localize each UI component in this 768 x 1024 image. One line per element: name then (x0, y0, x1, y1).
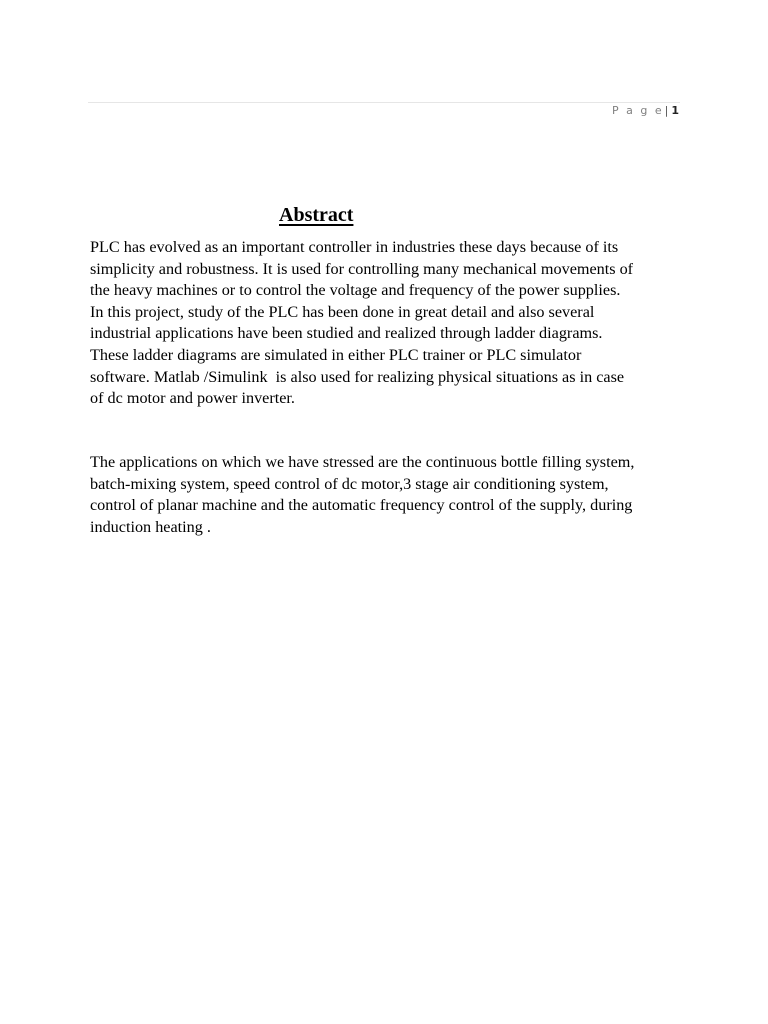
abstract-paragraph-1 (90, 237, 690, 410)
paragraph-line: simplicity and robustness. It is used for controlling many mechanical movements of (90, 259, 634, 278)
paragraph-line: of dc motor and power inverter. (90, 389, 295, 408)
page-number: 1 (671, 104, 679, 117)
abstract-paragraph-2 (90, 452, 690, 538)
page-title: Abstract (279, 204, 354, 226)
paragraph-line: the heavy machines or to control the voltage and frequency of the power supplies. (90, 281, 621, 300)
page-label: P a g e (612, 104, 664, 117)
paragraph-line: control of planar machine and the automatic frequency control of the supply, during (90, 496, 633, 515)
page-separator: | (664, 104, 669, 117)
paragraph-line: In this project, study of the PLC has been done in great detail and also several (90, 302, 595, 321)
paragraph-line: These ladder diagrams are simulated in either PLC trainer or PLC simulator (90, 345, 582, 364)
paragraph-line: industrial applications have been studied and realized through ladder diagrams. (90, 324, 603, 343)
paragraph-line: PLC has evolved as an important controller in industries these days because of its (90, 238, 619, 256)
paragraph-line: The applications on which we have stressed are the continuous bottle filling system, (90, 453, 635, 471)
paragraph-line: software. Matlab /Simulink is also used for realizing physical situations as in case (90, 367, 625, 386)
header-divider (88, 102, 680, 103)
paragraph-line: induction heating . (90, 517, 211, 536)
page-number-header (612, 104, 679, 117)
paragraph-line: batch-mixing system, speed control of dc motor,3 stage air conditioning system, (90, 474, 609, 493)
